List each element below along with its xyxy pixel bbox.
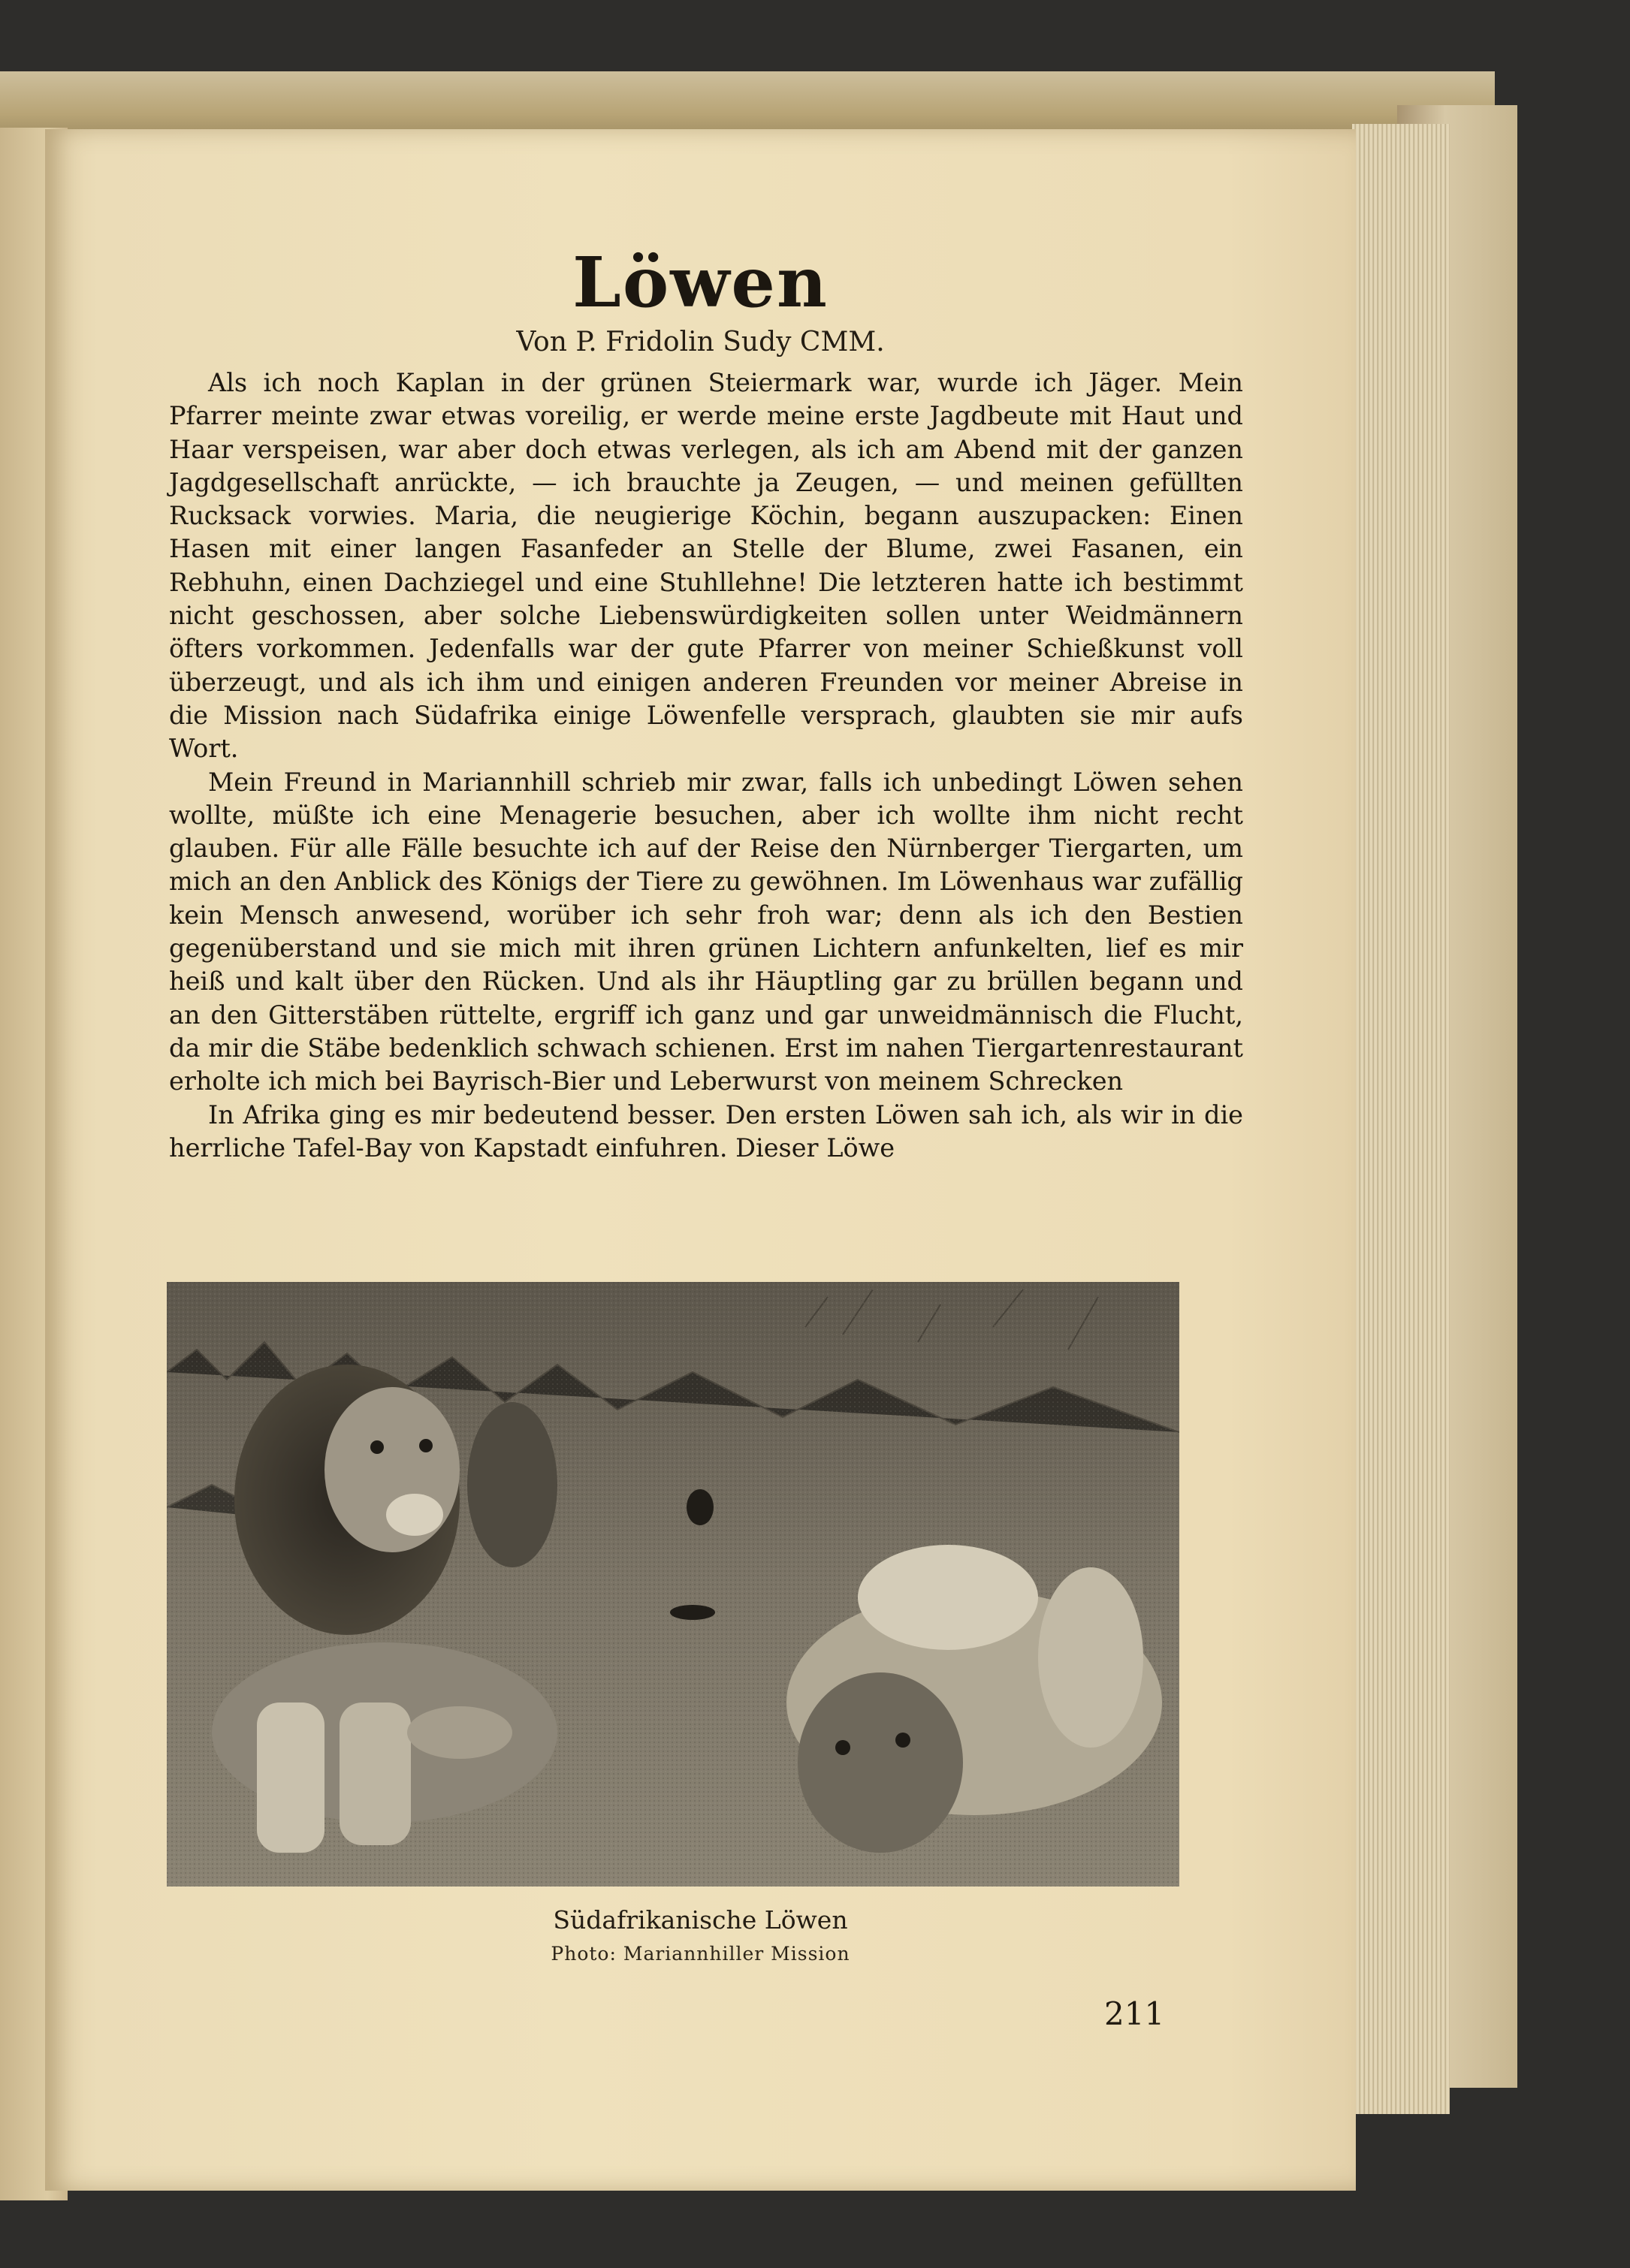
article-title: Löwen: [572, 242, 829, 323]
book-page: [45, 129, 1356, 2191]
paragraph-3: In Afrika ging es mir bedeutend besser. Den ersten Löwen sah ich, als wir in die herrliche Tafel-Bay von Kapstadt einfuhren. Dieser Löwe: [169, 1099, 1243, 1163]
figure-credit: Photo: Mariannhiller Mission: [551, 1943, 850, 1965]
paragraph-1: Als ich noch Kaplan in der grünen Steiermark war, wurde ich Jäger. Mein Pfarrer meinte zwar etwas voreilig, er werde meine erste Jagdbeute mit Haut und Haar verspeisen, war aber doch etwas verlegen, als ich am Abend mit der ganzen Jagdgesellschaft anrückte, — ich brauchte ja Zeugen, — und meinen gefüllten Rucksack vorwies. Maria, die neugierige Köchin, begann auszupacken: Einen Hasen mit einer langen Fasanfeder an Stelle der Blume, zwei Fasanen, ein Rebhuhn, einen Dachziegel und eine Stuhllehne! Die letzteren hatte ich bestimmt nicht geschossen, aber solche Liebenswürdigkeiten sollen unter Weidmännern öfters vorkommen. Jedenfalls war der gute Pfarrer von meiner Schießkunst voll überzeugt, und als ich ihm und einigen anderen Freunden vor meiner Abreise in die Mission nach Südafrika einige Löwenfelle versprach, glaubten sie mir aufs Wort.: [169, 368, 1243, 764]
article-body: [169, 366, 1243, 1165]
lions-photo: [167, 1282, 1179, 1886]
page-stack-edges: [1352, 124, 1450, 2114]
article-author: Von P. Fridolin Sudy CMM.: [516, 327, 885, 357]
figure-caption: Südafrikanische Löwen: [553, 1905, 848, 1935]
page-number: 211: [1104, 1995, 1165, 2032]
paragraph-2: Mein Freund in Mariannhill schrieb mir zwar, falls ich unbedingt Löwen sehen wollte, müßte ich eine Menagerie besuchen, aber ich wollte ihm nicht recht glauben. Für alle Fälle besuchte ich auf der Reise den Nürnberger Tiergarten, um mich an den Anblick des Königs der Tiere zu gewöhnen. Im Löwenhaus war zufällig kein Mensch anwesend, worüber ich sehr froh war; denn als ich den Bestien gegenüberstand und sie mich mit ihren grünen Lichtern anfunkelten, lief es mir heiß und kalt über den Rücken. Und als ihr Häuptling gar zu brüllen begann und an den Gitterstäben rüttelte, ergriff ich ganz und gar unweidmännisch die Flucht, da mir die Stäbe bedenklich schwach schienen. Erst im nahen Tiergartenrestaurant erholte ich mich bei Bayrisch-Bier und Leberwurst von meinem Schrecken: [169, 767, 1243, 1096]
lions-photo-illustration: [167, 1282, 1179, 1886]
